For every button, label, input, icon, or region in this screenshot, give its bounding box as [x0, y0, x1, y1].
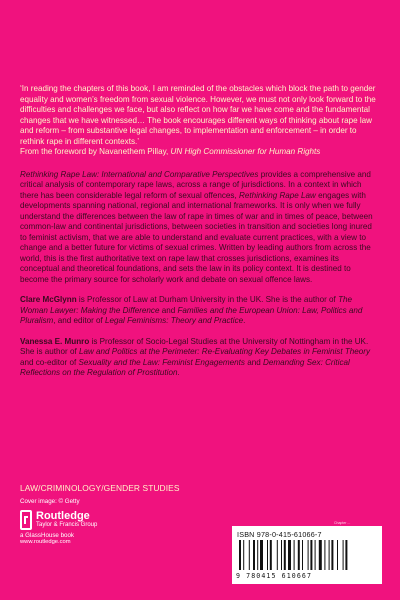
barcode-bar	[298, 540, 300, 570]
barcode-bar	[267, 540, 268, 570]
barcode-bar	[308, 540, 309, 570]
publisher-url[interactable]: www.routledge.com	[20, 539, 71, 545]
barcode-bar	[315, 540, 316, 570]
barcode-bar	[249, 540, 250, 570]
barcode-bar	[270, 540, 272, 570]
foreword-quote	[20, 84, 378, 158]
isbn-number: ISBN 978-0-415-61066-7	[237, 530, 322, 539]
barcode-panel	[232, 526, 382, 584]
barcode-bar	[319, 540, 322, 570]
barcode-bar	[337, 540, 338, 570]
barcode-bar	[281, 540, 282, 570]
barcode-bar	[253, 540, 255, 570]
barcode-bar	[302, 540, 303, 570]
quote-text: ‘In reading the chapters of this book, I am reminded of the obstacles which block the path to gender equality and women’s freedom from sexual violence. However, we must not only look forward to the difficulties and challenges we face, but also reflect on how far we have come and the fundamental changes that we have witnessed… The book encourages different ways of thinking about rape law and reform – from substantive legal changes, to implementation and enforcement – in order to rethink rape in different contexts.’	[20, 84, 376, 146]
publisher-logo	[20, 508, 140, 544]
barcode-digits: 9 780415 610667	[236, 572, 313, 580]
barcode-bar	[331, 540, 333, 570]
barcode-bar	[324, 540, 325, 570]
barcode-bar	[284, 540, 286, 570]
barcode-icon	[239, 540, 375, 570]
barcode-bar	[257, 540, 258, 570]
author-bio-mcglynn: Clare McGlynn is Professor of Law at Durham University in the UK. She is the author of The Woman Lawyer: Making the Difference and Families and the European Union: Law, Politics and Pluralism, and editor of Legal Feminisms: Theory and Practice.	[20, 295, 363, 326]
barcode-small-print: Chapter ...	[334, 521, 351, 525]
book-description: Rethinking Rape Law: International and Comparative Perspectives provides a comprehensive and critical analysis of contemporary rape laws, across a range of jurisdictions. In a context in which there has been considerable legal reform of sexual offences, Rethinking Rape Law engages with developments spanning national, regional and international frameworks. It is only when we fully understand the differences between the law of rape in times of war and in times of peace, between common-law and continental jurisdictions, between societies in transition and societies long inured to feminist activism, that we are able to understand and evaluate current practices, with a view to change and a better future for victims of sexual crimes. Written by leading authors from across the world, this is the first authoritative text on rape law that crosses jurisdictions, examines its conceptual and theoretical foundations, and sets the law in its policy context. It is destined to become the primary source for scholarly work and debate on sexual offence laws.	[20, 169, 373, 284]
barcode-bar	[329, 540, 330, 570]
book-short-title: Rethinking Rape Law	[238, 190, 316, 200]
publisher-group: Taylor & Francis Group	[36, 522, 98, 528]
barcode-bar	[345, 540, 347, 570]
author-bio-munro: Vanessa E. Munro is Professor of Socio-Legal Studies at the University of Nottingham in the UK. She is author of Law and Politics at the Perimeter: Re-Evaluating Key Debates in Feminist Theory and co-editor of Sexuality and the Law: Feminist Engagements and Demanding Sex: Critical Reflections on the Regulation of Prostitution.	[20, 336, 371, 378]
book-title: Rethinking Rape Law: International and Comparative Perspectives	[20, 169, 259, 179]
barcode-bar	[239, 540, 241, 570]
barcode-bar	[277, 540, 278, 570]
barcode-bar	[260, 540, 263, 570]
barcode-bar	[243, 540, 244, 570]
quote-attribution: From the foreword by Navanethem Pillay, UN High Commissioner for Human Rights	[20, 147, 321, 157]
subject-category: LAW/CRIMINOLOGY/GENDER STUDIES	[20, 483, 180, 493]
publisher-name: Routledge	[36, 510, 90, 522]
routledge-icon	[20, 510, 32, 530]
barcode-bar	[288, 540, 291, 570]
barcode-bar	[310, 540, 312, 570]
cover-text	[20, 84, 378, 389]
barcode-bar	[343, 540, 344, 570]
author-name: Clare McGlynn	[20, 295, 77, 305]
barcode-bar	[294, 540, 295, 570]
publisher-imprint: a GlassHouse book	[20, 532, 74, 539]
author-name: Vanessa E. Munro	[20, 336, 90, 346]
cover-credit: Cover image: © Getty	[20, 498, 80, 505]
attribution-role: UN High Commissioner for Human Rights	[170, 147, 321, 157]
